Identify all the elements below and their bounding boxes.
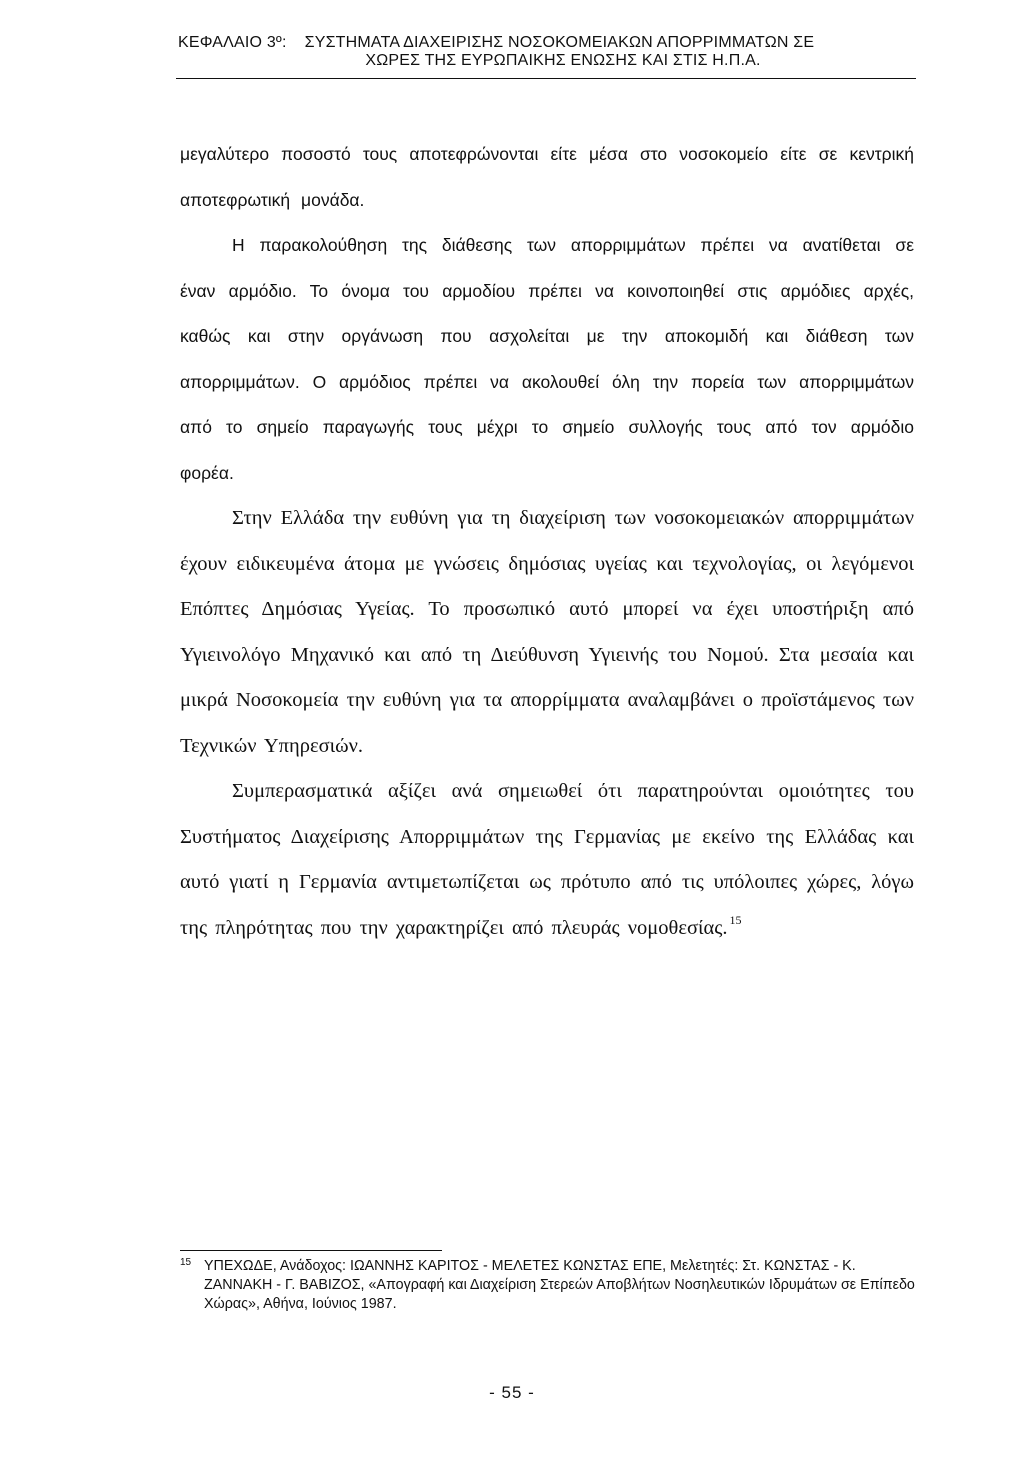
footnote-rule — [180, 1250, 442, 1251]
paragraph-3: Στην Ελλάδα την ευθύνη για τη διαχείριση των νοσοκομειακών απορριμμάτων έχουν ειδικευμένα άτομα με γνώσεις δημόσιας υγείας και τεχνολογίας, οι λεγόμενοι Επόπτες Δημόσιας Υγείας. Το προσωπικό αυτό μπορεί να έχει υποστήριξη από Υγιεινολόγο Μηχανικό και από τη Διεύθυνση Υγιεινής του Νομού. Στα μεσαία και μικρά Νοσοκομεία την ευθύνη για τα απορρίμματα αναλαμβάνει ο προϊστάμενος των Τεχνικών Υπηρεσιών. — [180, 507, 914, 757]
header-rule — [176, 78, 916, 79]
paragraph-4 — [180, 769, 914, 951]
chapter-label: ΚΕΦΑΛΑΙΟ 3º: — [178, 34, 287, 51]
paragraph-4-text: Συμπερασματικά αξίζει ανά σημειωθεί ότι παρατηρούνται ομοιότητες του Συστήματος Διαχείρισης Απορριμμάτων της Γερμανίας με εκείνο της Ελλάδας και αυτό γιατί η Γερμανία αντιμετωπίζεται ως πρότυπο από τις υπόλοιπες χώρες, λόγω της πληρότητας που την χαρακτηρίζει από πλευράς νομοθεσίας. — [180, 780, 914, 939]
footnote — [180, 1257, 916, 1314]
paragraph-2: Η παρακολούθηση της διάθεσης των απορριμμάτων πρέπει να ανατίθεται σε έναν αρμόδιο. Το όνομα του αρμοδίου πρέπει να κοινοποιηθεί στις αρμόδιες αρχές, καθώς και στην οργάνωση που ασχολείται με την αποκομιδή και διάθεση των απορριμμάτων. Ο αρμόδιος πρέπει να ακολουθεί όλη την πορεία των απορριμμάτων από το σημείο παραγωγής τους μέχρι το σημείο συλλογής τους από τον αρμόδιο φορέα. — [180, 235, 914, 483]
footnote-marker: 15 — [180, 1257, 192, 1268]
footnote-reference[interactable]: 15 — [729, 912, 742, 927]
page-number: - 55 - — [489, 1383, 535, 1402]
chapter-title-line-1: ΣΥΣΤΗΜΑΤΑ ΔΙΑΧΕΙΡΙΣΗΣ ΝΟΣΟΚΟΜΕΙΑΚΩΝ ΑΠΟΡΡΙΜΜΑΤΩΝ ΣΕ — [304, 34, 815, 51]
chapter-title-line-2: ΧΩΡΕΣ ΤΗΣ ΕΥΡΩΠΑΙΚΗΣ ΕΝΩΣΗΣ ΚΑΙ ΣΤΙΣ Η.Π.Α. — [365, 52, 761, 69]
body-text — [180, 132, 914, 951]
running-header-line-1 — [178, 34, 918, 52]
running-header — [178, 34, 918, 70]
footnote-text: ΥΠΕΧΩΔΕ, Ανάδοχος: ΙΩΑΝΝΗΣ ΚΑΡΙΤΟΣ - ΜΕΛΕΤΕΣ ΚΩΝΣΤΑΣ ΕΠΕ, Μελετητές: Στ. ΚΩΝΣΤΑΣ - Κ. ΖΑΝΝΑΚΗ - Γ. ΒΑΒΙΖΟΣ, «Απογραφή και Διαχείριση Στερεών Αποβλήτων Νοσηλευτικών Ιδρυμάτων σε Επίπεδο Χώρας», Αθήνα, Ιούνιος 1987. — [204, 1258, 915, 1312]
paragraph-1: μεγαλύτερο ποσοστό τους αποτεφρώνονται είτε μέσα στο νοσοκομείο είτε σε κεντρική αποτεφρωτική μονάδα. — [180, 144, 914, 210]
